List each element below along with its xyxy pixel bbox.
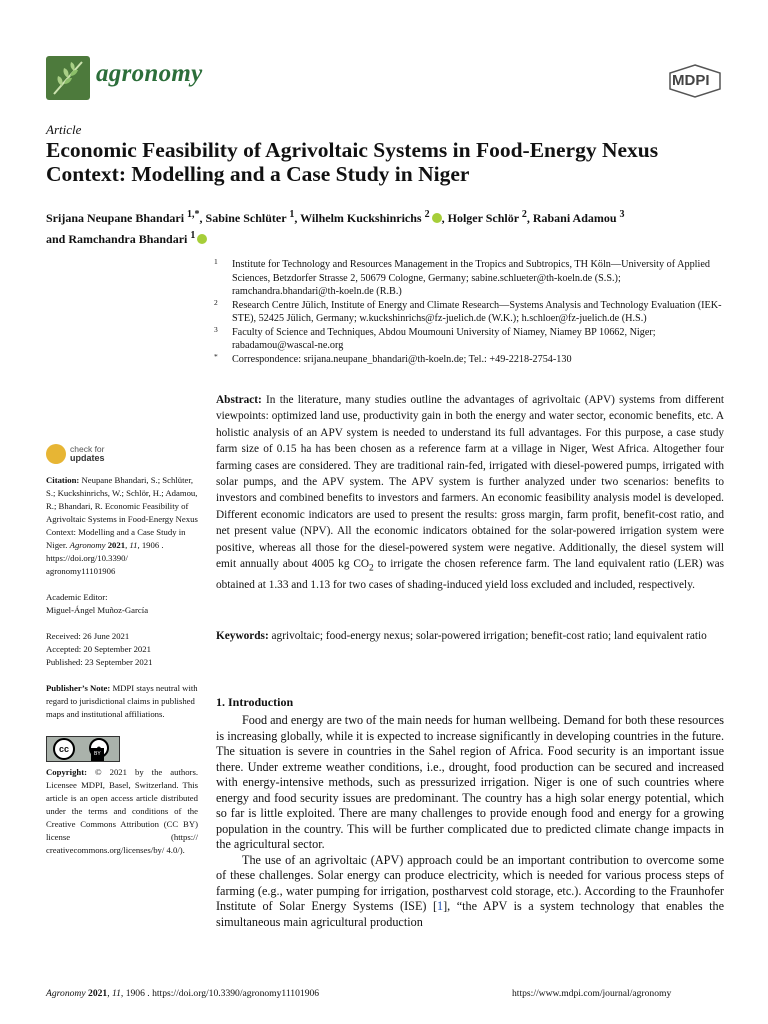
author-affil-mark: 1 xyxy=(289,209,295,220)
intro-paragraph xyxy=(216,853,724,931)
affiliations xyxy=(214,258,726,366)
publisher-note-text: MDPI stays neutral with regard to jurisdictional claims in published maps and institutional affiliations. xyxy=(46,683,198,719)
affiliation-text: Faculty of Science and Techniques, Abdou Moumouni University of Niamey, Niamey BP 10662, Niger; rabadamou@wascal-ne.org xyxy=(232,326,656,351)
author-affil-mark: 1,* xyxy=(187,209,200,220)
cc-icon: cc xyxy=(53,738,75,760)
affiliation-text: Institute for Technology and Resources Management in the Tropics and Subtropics, TH Köln—University of Applied Sciences, Betzdorfer Strasse 2, 50679 Cologne, Germany; sabine.schlueter@th-koeln.de (S.S.); ramchandra.bhandari@th-koeln.de (R.B.) xyxy=(232,259,710,297)
journal-name: agronomy xyxy=(96,60,203,87)
author-affil-mark: 2 xyxy=(424,209,430,220)
author-name[interactable]: Sabine Schlüter xyxy=(205,211,287,225)
affiliation-mark: 1 xyxy=(214,257,218,266)
citation: Citation: Neupane Bhandari, S.; Schlüter, S.; Kuckshinrichs, W.; Schlör, H.; Adamou, R.; Bhandari, R. Economic Feasibility of Agrivoltaic Systems in Food-Energy Nexus Context: Modelling and a Case Study in Niger. Agronomy 2021, 11, 1906 . https://doi.org/10.3390/ agronomy11101906 xyxy=(46,475,198,576)
publisher-name: MDPI xyxy=(672,72,710,89)
introduction-body xyxy=(216,713,724,930)
author-and: and xyxy=(46,232,66,246)
footer-journal: Agronomy xyxy=(46,988,86,999)
copyright-label: Copyright: xyxy=(46,767,88,777)
check-updates-icon xyxy=(46,444,66,464)
orcid-icon[interactable] xyxy=(432,213,442,223)
affiliation-text: Research Centre Jülich, Institute of Energy and Climate Research—Systems Analysis and Technology Evaluation (IEK-STE), 52425 Jülich, Germany; w.kuckshinrichs@fz-juelich.de (W.K.); h.schloer@fz-juelich.de (H.S.) xyxy=(232,299,722,324)
keywords-text: agrivoltaic; food-energy nexus; solar-powered irrigation; benefit-cost ratio; land equivalent ratio xyxy=(271,630,707,642)
footer-doi[interactable]: , 1906 . https://doi.org/10.3390/agronomy11101906 xyxy=(120,988,320,999)
article-type: Article xyxy=(46,122,82,137)
accepted-date: Accepted: 20 September 2021 xyxy=(46,644,151,654)
footer-volume: 11 xyxy=(112,988,121,999)
author-name[interactable]: Wilhelm Kuckshinrichs xyxy=(300,211,422,225)
citation-doi[interactable]: , 1906 . https://doi.org/10.3390/ agronomy11101906 xyxy=(46,540,164,576)
check-updates-line2: updates xyxy=(70,453,105,463)
affiliation-item xyxy=(214,326,726,353)
left-sidebar xyxy=(46,474,198,857)
check-for-updates-button[interactable] xyxy=(46,444,166,466)
citation-journal: Agronomy xyxy=(69,540,106,550)
section-heading: 1. Introduction xyxy=(216,695,294,709)
author-affil-mark: 3 xyxy=(619,209,625,220)
cc-by-label: BY xyxy=(91,748,104,761)
abstract-label: Abstract: xyxy=(216,394,262,406)
cc-by-license-icon[interactable] xyxy=(46,736,120,762)
copyright xyxy=(46,766,198,857)
citation-year: 2021 xyxy=(107,540,126,550)
author-name[interactable]: Holger Schlör xyxy=(447,211,519,225)
abstract xyxy=(216,392,724,593)
affiliation-mark: * xyxy=(214,351,218,361)
published-date: Published: 23 September 2021 xyxy=(46,657,153,667)
citation-volume: 11 xyxy=(129,540,138,550)
intro-paragraph-text: The use of an agrivoltaic (APV) approach could be an important contribution to overcome some of these challenges. Solar energy can produce electricity, which is needed for various process steps of farming (e.g., water pumping for irrigation, postharvest cold storage, etc.). According to the Fraunhofer Institute of Solar Energy Systems (ISE) [ xyxy=(216,852,724,913)
author-name[interactable]: Srijana Neupane Bhandari xyxy=(46,211,185,225)
author-affil-mark: 1 xyxy=(190,230,196,241)
received-date: Received: 26 June 2021 xyxy=(46,631,130,641)
academic-editor: Miguel-Ángel Muñoz-García xyxy=(46,605,149,615)
footer-journal-url[interactable]: https://www.mdpi.com/journal/agronomy xyxy=(512,988,672,999)
orcid-icon[interactable] xyxy=(197,234,207,244)
intro-paragraph: Food and energy are two of the main needs for human wellbeing. Demand for both these resources is increasing globally, while it is expected to increase significantly in developing countries in the future. The situation is severe in countries in the Sahel region of Africa. Food security is an important issue there. Under extreme weather conditions, i.e., drought, food production can be secured and increased with energy-intensive methods, such as pressurized irrigation. Niger is one of such countries where energy and food security issues are predominant. The country has a high solar energy potential, which so far is little exploited. There are many challenges to provide enough food and energy for a growing population in the country. This will be further complicated due to predicted climate change impacts in the agricultural sector. xyxy=(216,713,724,851)
agronomy-logo-icon xyxy=(46,56,90,100)
abstract-text: In the literature, many studies outline the advantages of agrivoltaic (APV) systems from different viewpoints: optimized land use, productivity gain in both the energy and water sector, economic benefits, etc. A holistic analysis of an APV system is needed to understand its full advantages. For this purpose, a case study farm size of 0.15 ha has been chosen as a reference farm at a village in Niger, West Africa. Altogether four farming cases are considered. They are traditional rain-fed, irrigated with diesel-powered pumps, irrigated with solar pumps, and the APV system. The APV system is further analyzed under two scenarios: benefits to investors and combined benefits to investors and farmers. An economic feasibility analysis model is developed. Different economic indicators are used to present the results: gross margin, farm profit, benefit-cost ratio, and net present value (NPV). All the economic indicators obtained for the solar-powered irrigation system were positive, whereas all those for the diesel-powered system were negative. Additionally, the diesel system will emit annually about 4005 kg CO xyxy=(216,394,724,571)
affiliation-item xyxy=(214,353,726,367)
citation-link[interactable]: 1 xyxy=(437,899,444,913)
copyright-text: © 2021 by the authors. Licensee MDPI, Basel, Switzerland. This article is an open access article distributed under the terms and conditions of the Creative Commons Attribution (CC BY) license (https:// creativecommons.org/licenses/by/ 4.0/). xyxy=(46,767,199,855)
keywords-label: Keywords: xyxy=(216,630,269,642)
affiliation-item xyxy=(214,299,726,326)
publisher-note xyxy=(46,682,198,721)
affiliation-item xyxy=(214,258,726,299)
citation-text: Neupane Bhandari, S.; Schlüter, S.; Kuckshinrichs, W.; Schlör, H.; Adamou, R.; Bhandari, R. Economic Feasibility of Agrivoltaic Systems in Food-Energy Nexus Context: Modelling and a Case Study in Niger. xyxy=(46,475,198,550)
affiliation-mark: 3 xyxy=(214,324,218,334)
academic-editor-label: Academic Editor: xyxy=(46,592,108,602)
author-affil-mark: 2 xyxy=(521,209,527,220)
abstract-subscript: 2 xyxy=(369,563,374,574)
author-name[interactable]: Ramchandra Bhandari xyxy=(68,232,188,246)
author-list: Srijana Neupane Bhandari $^{1,*}$, Sabine Schlüter $^1$, Wilhelm Kuckshinrichs $^2$ , Holger Schlör $^2$, Rabani Adamou $^3$ and Ramchandra Bhandari $^1$ xyxy=(46,209,625,246)
keywords xyxy=(216,628,724,644)
paper-title: Economic Feasibility of Agrivoltaic Systems in Food-Energy Nexus Context: Modelling and a Case Study in Niger xyxy=(46,138,659,186)
check-updates-line1: check for xyxy=(70,444,105,454)
abstract-text-end: to irrigate the chosen reference farm. The land equivalent ratio (LER) was obtained at 1.33 and 1.13 for two cases of shading-induced yield loss excluded and included, respectively. xyxy=(216,558,724,591)
citation-label: Citation: xyxy=(46,475,80,485)
footer-year: 2021 xyxy=(88,988,108,999)
footer-citation: Agronomy 2021, 11, 1906 . https://doi.org/10.3390/agronomy11101906 xyxy=(46,988,320,999)
intro-paragraph-text-end: ], “the APV is a system technology that enables the simultaneous main agricultural production xyxy=(216,899,724,929)
author-name[interactable]: Rabani Adamou xyxy=(532,211,617,225)
affiliation-text: Correspondence: srijana.neupane_bhandari@th-koeln.de; Tel.: +49-2218-2754-130 xyxy=(232,353,572,365)
affiliation-mark: 2 xyxy=(214,297,218,307)
publisher-note-label: Publisher’s Note: xyxy=(46,683,111,693)
